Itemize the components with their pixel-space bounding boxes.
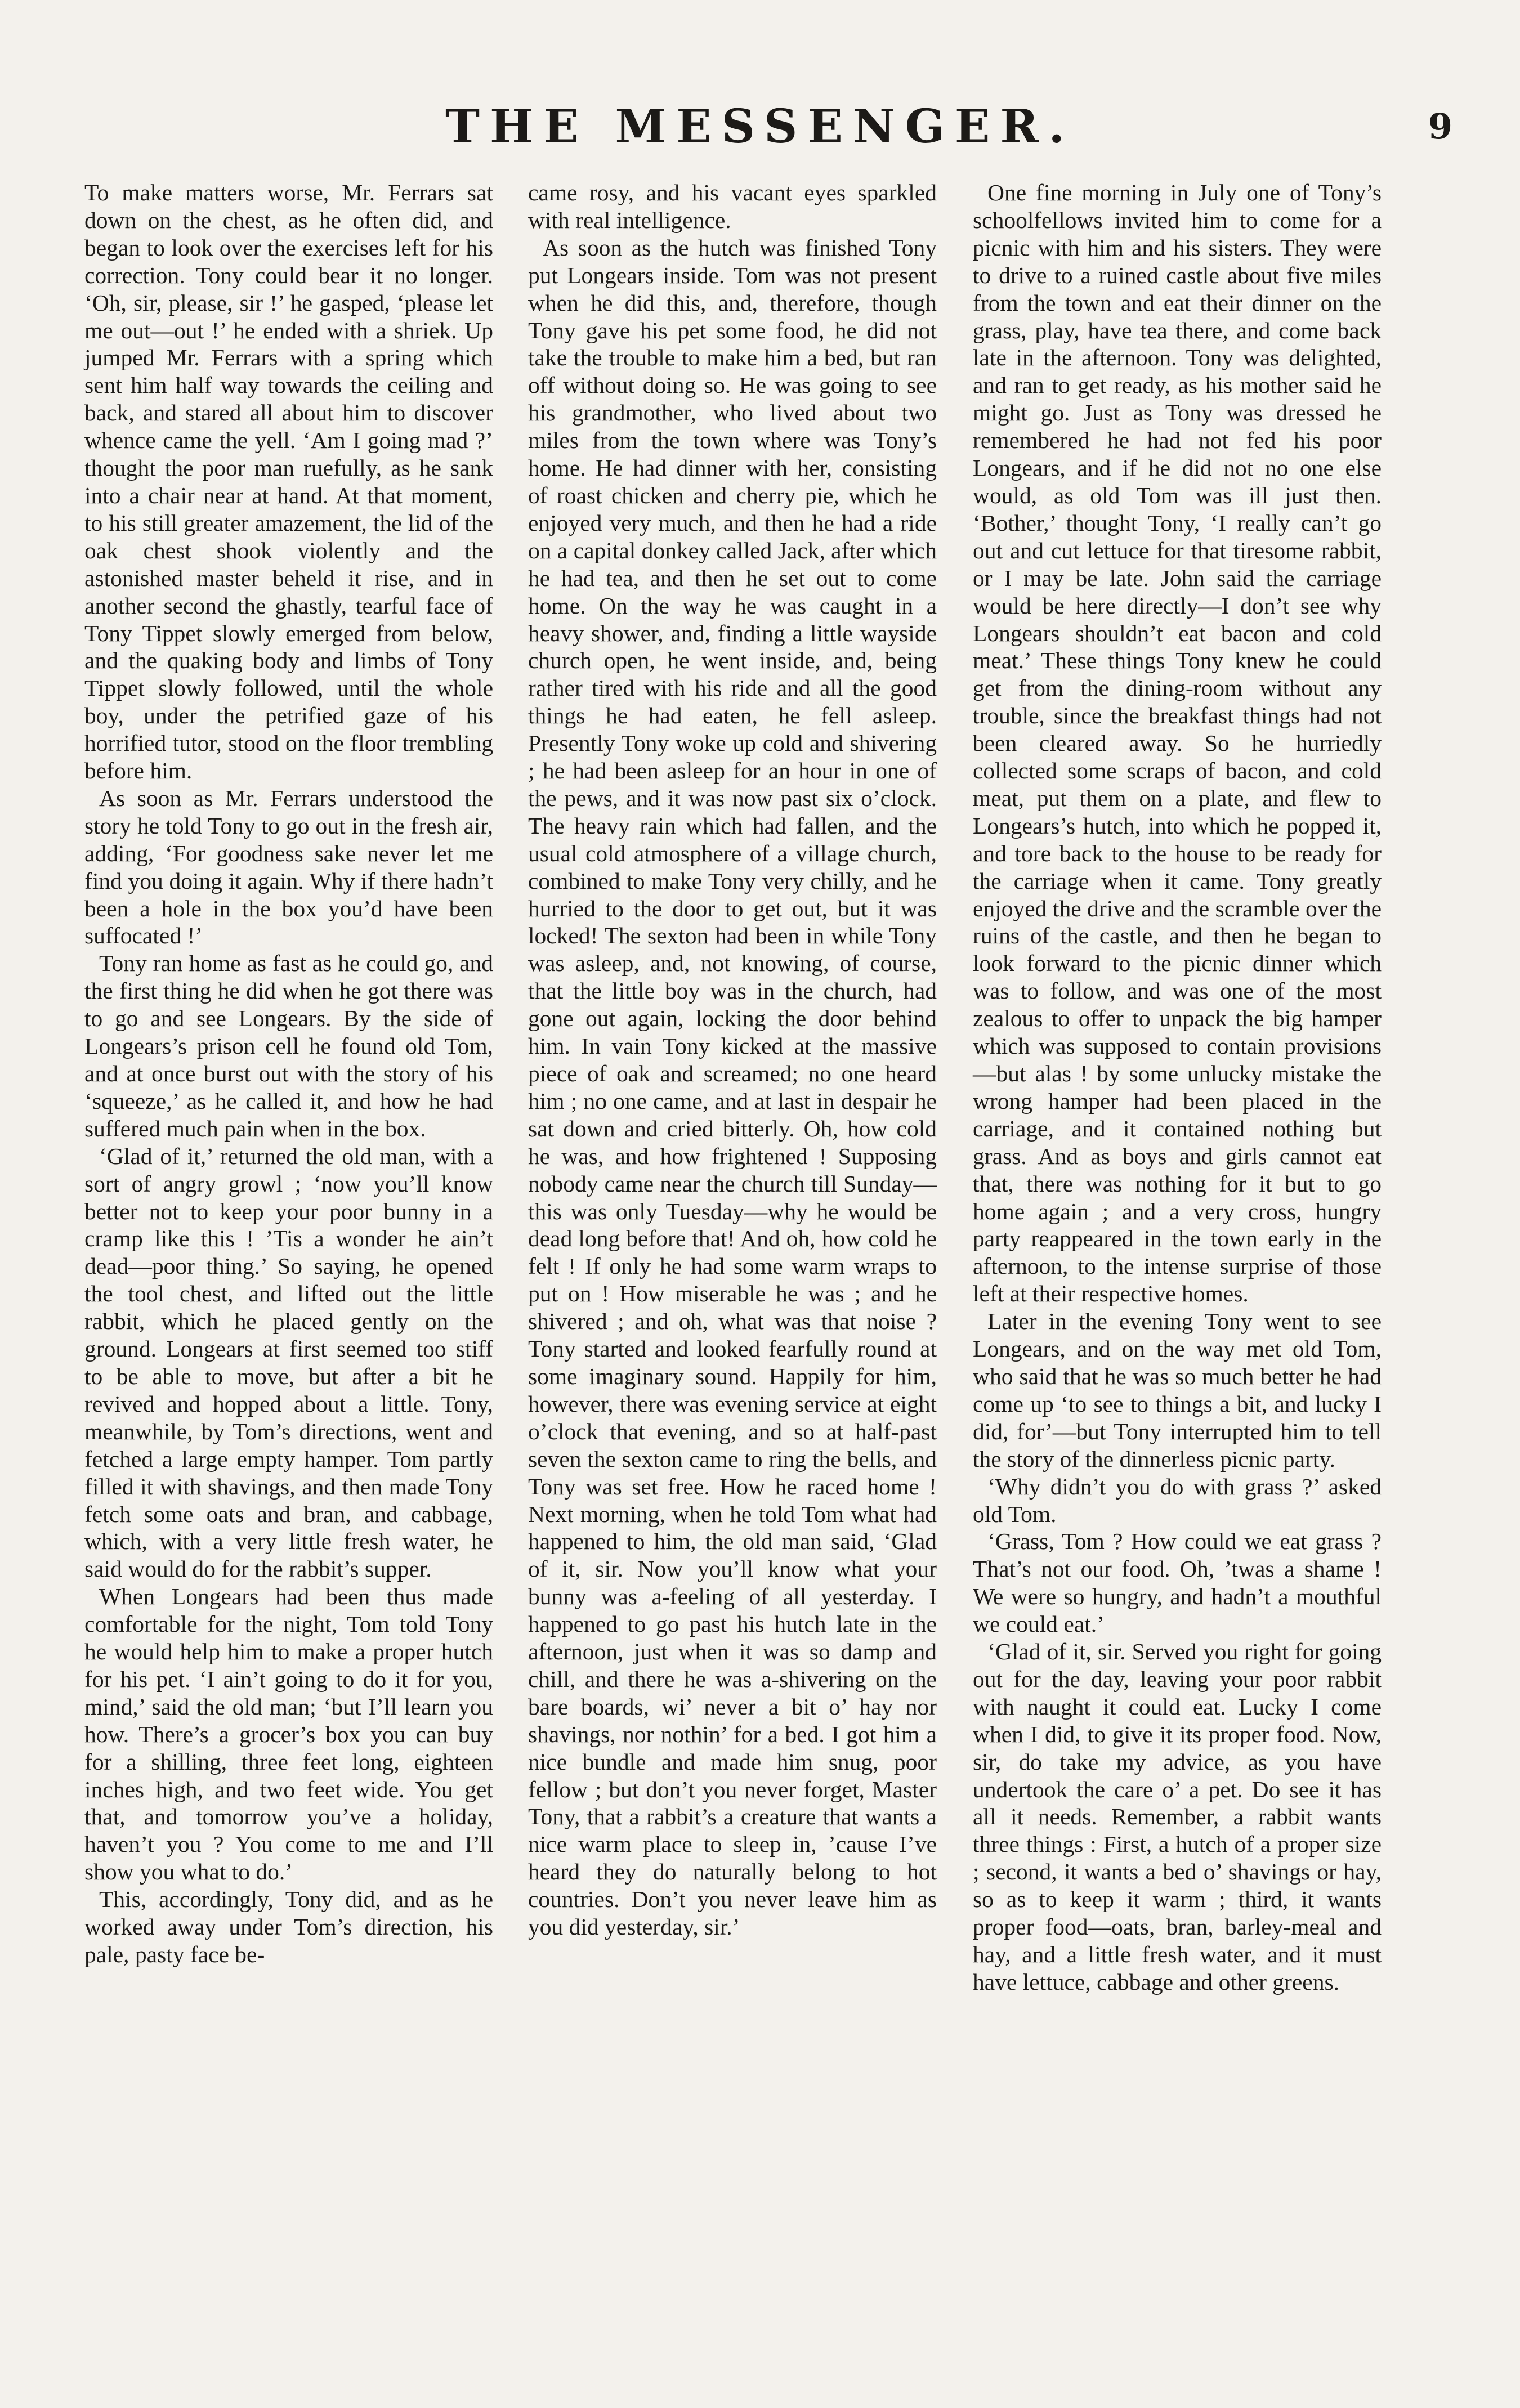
paragraph: To make matters worse, Mr. Ferrars sat down on the chest, as he often did, and began to look over the exercises left for his correction. Tony could bear it no longer. ‘Oh, sir, please, sir !’ he gasped, ‘please let me out—out !’ he ended with a shriek. Up jumped Mr. Ferrars with a spring which sent him half way towards the ceiling and back, and stared all about him to discover whence came the yell. ‘Am I going mad ?’ thought the poor man ruefully, as he sank into a chair near at hand. At that moment, to his still greater amazement, the lid of the oak chest shook violently and the astonished master beheld it rise, and in another second the ghastly, tearful face of Tony Tippet slowly emerged from below, and the quaking body and limbs of Tony Tippet slowly followed, until the whole boy, under the petrified gaze of his horrified tutor, stood on the floor trembling before him. xyxy=(84,180,493,784)
paragraph: This, accordingly, Tony did, and as he worked away under Tom’s direction, his pale, pasty face be- xyxy=(84,1886,493,1967)
text-column-3 xyxy=(973,179,1382,1996)
paragraph: As soon as the hutch was finished Tony put Longears inside. Tom was not present when he did this, and, therefore, though Tony gave his pet some food, he did not take the trouble to make him a bed, but ran off without doing so. He was going to see his grandmother, who lived about two miles from the town where was Tony’s home. He had dinner with her, consisting of roast chicken and cherry pie, which he enjoyed very much, and then he had a ride on a capital donkey called Jack, after which he had tea, and then he set out to come home. On the way he was caught in a heavy shower, and, finding a little wayside church open, he went inside, and, being rather tired with his ride and all the good things he had eaten, he fell asleep. Presently Tony woke up cold and shivering ; he had been asleep for an hour in one of the pews, and it was now past six o’clock. The heavy rain which had fallen, and the usual cold atmosphere of a village church, combined to make Tony very chilly, and he hurried to the door to get out, but it was locked! The sexton had been in while Tony was asleep, and, not knowing, of course, that the little boy was in the church, had gone out again, locking the door behind him. In vain Tony kicked at the massive piece of oak and screamed; no one heard him ; no one came, and at last in despair he sat down and cried bitterly. Oh, how cold he was, and how frightened ! Supposing nobody came near the church till Sunday—this was only Tuesday—why he would be dead long before that! And oh, how cold he felt ! If only he had some warm wraps to put on ! How miserable he was ; and he shivered ; and oh, what was that noise ? Tony started and looked fearfully round at some imaginary sound. Happily for him, however, there was evening service at eight o’clock that evening, and so at half-past seven the sexton came to ring the bells, and Tony was set free. How he raced home ! Next morning, when he told Tom what had happened to him, the old man said, ‘Glad of it, sir. Now you’ll know what your bunny was a-feeling of all yesterday. I happened to go past his hutch late in the afternoon, just when it was so damp and chill, and there he was a-shivering on the bare boards, wi’ never a bit o’ hay nor shavings, nor nothin’ for a bed. I got him a nice bundle and made him snug, poor fellow ; but don’t you never forget, Master Tony, that a rabbit’s a creature that wants a nice warm place to sleep in, ’cause I’ve heard they do naturally belong to hot countries. Don’t you never leave him as you did yesterday, sir.’ xyxy=(528,234,937,1940)
paragraph: came rosy, and his vacant eyes sparkled with real intelligence. xyxy=(528,180,937,233)
paragraph: One fine morning in July one of Tony’s schoolfellows invited him to come for a picnic with him and his sisters. They were to drive to a ruined castle about five miles from the town and eat their dinner on the grass, play, have tea there, and come back late in the afternoon. Tony was delighted, and ran to get ready, as his mother said he might go. Just as Tony was dressed he remembered he had not fed his poor Longears, and if he did not no one else would, as old Tom was ill just then. ‘Bother,’ thought Tony, ‘I really can’t go out and cut lettuce for that tiresome rabbit, or I may be late. John said the carriage would be here directly—I don’t see why Longears shouldn’t eat bacon and cold meat.’ These things Tony knew he could get from the dining-room without any trouble, since the breakfast things had not been cleared away. So he hurriedly collected some scraps of bacon, and cold meat, put them on a plate, and flew to Longears’s hutch, into which he popped it, and tore back to the house to be ready for the carriage when it came. Tony greatly enjoyed the drive and the scramble over the ruins of the castle, and then he began to look forward to the picnic dinner which was to follow, and was one of the most zealous to offer to unpack the big hamper which was supposed to contain provisions—but alas ! by some unlucky mistake the wrong hamper had been placed in the carriage, and it contained nothing but grass. And as boys and girls cannot eat that, there was nothing for it but to go home again ; and a very cross, hungry party reappeared in the town early in the afternoon, to the intense surprise of those left at their respective homes. xyxy=(973,180,1382,1307)
paragraph: ‘Why didn’t you do with grass ?’ asked old Tom. xyxy=(973,1473,1382,1527)
paragraph: As soon as Mr. Ferrars understood the story he told Tony to go out in the fresh air, adding, ‘For goodness sake never let me find you doing it again. Why if there hadn’t been a hole in the box you’d have been suffocated !’ xyxy=(84,785,493,949)
page-header xyxy=(0,99,1520,160)
masthead-title: THE MESSENGER. xyxy=(445,100,1075,154)
paragraph: ‘Grass, Tom ? How could we eat grass ? That’s not our food. Oh, ’twas a shame ! We were so hungry, and hadn’t a mouthful we could eat.’ xyxy=(973,1528,1382,1637)
paragraph: ‘Glad of it,’ returned the old man, with a sort of angry growl ; ‘now you’ll know better not to keep your poor bunny in a cramp like this ! ’Tis a wonder he ain’t dead—poor thing.’ So saying, he opened the tool chest, and lifted out the little rabbit, which he placed gently on the ground. Longears at first seemed too stiff to be able to move, but after a bit he revived and hopped about a little. Tony, meanwhile, by Tom’s directions, went and fetched a large empty hamper. Tom partly filled it with shavings, and then made Tony fetch some oats and bran, and cabbage, which, with a very little fresh water, he said would do for the rabbit’s supper. xyxy=(84,1143,493,1582)
paragraph: ‘Glad of it, sir. Served you right for going out for the day, leaving your poor rabbit with naught it could eat. Lucky I come when I did, to give it its proper food. Now, sir, do take my advice, as you have undertook the care o’ a pet. Do see it has all it needs. Remember, a rabbit wants three things : First, a hutch of a proper size ; second, it wants a bed o’ shavings or hay, so as to keep it warm ; third, it wants proper food—oats, bran, barley-meal and hay, and a little fresh water, and it must have lettuce, cabbage and other greens. xyxy=(973,1639,1382,1995)
paragraph: When Longears had been thus made comfortable for the night, Tom told Tony he would help him to make a proper hutch for his pet. ‘I ain’t going to do it for you, mind,’ said the old man; ‘but I’ll learn you how. There’s a grocer’s box you can buy for a shilling, three feet long, eighteen inches high, and two feet wide. You get that, and tomorrow you’ve a holiday, haven’t you ? You come to me and I’ll show you what to do.’ xyxy=(84,1583,493,1885)
paragraph: Tony ran home as fast as he could go, and the first thing he did when he got there was to go and see Longears. By the side of Longears’s prison cell he found old Tom, and at once burst out with the story of his ‘squeeze,’ as he called it, and how he had suffered much pain when in the box. xyxy=(84,950,493,1142)
text-column-1 xyxy=(84,179,493,1968)
page-number: 9 xyxy=(1428,106,1452,147)
paragraph: Later in the evening Tony went to see Longears, and on the way met old Tom, who said that he was so much better he had come up ‘to see to things a bit, and lucky I did, for’—but Tony interrupted him to tell the story of the dinnerless picnic party. xyxy=(973,1308,1382,1472)
text-column-2 xyxy=(528,179,937,1941)
